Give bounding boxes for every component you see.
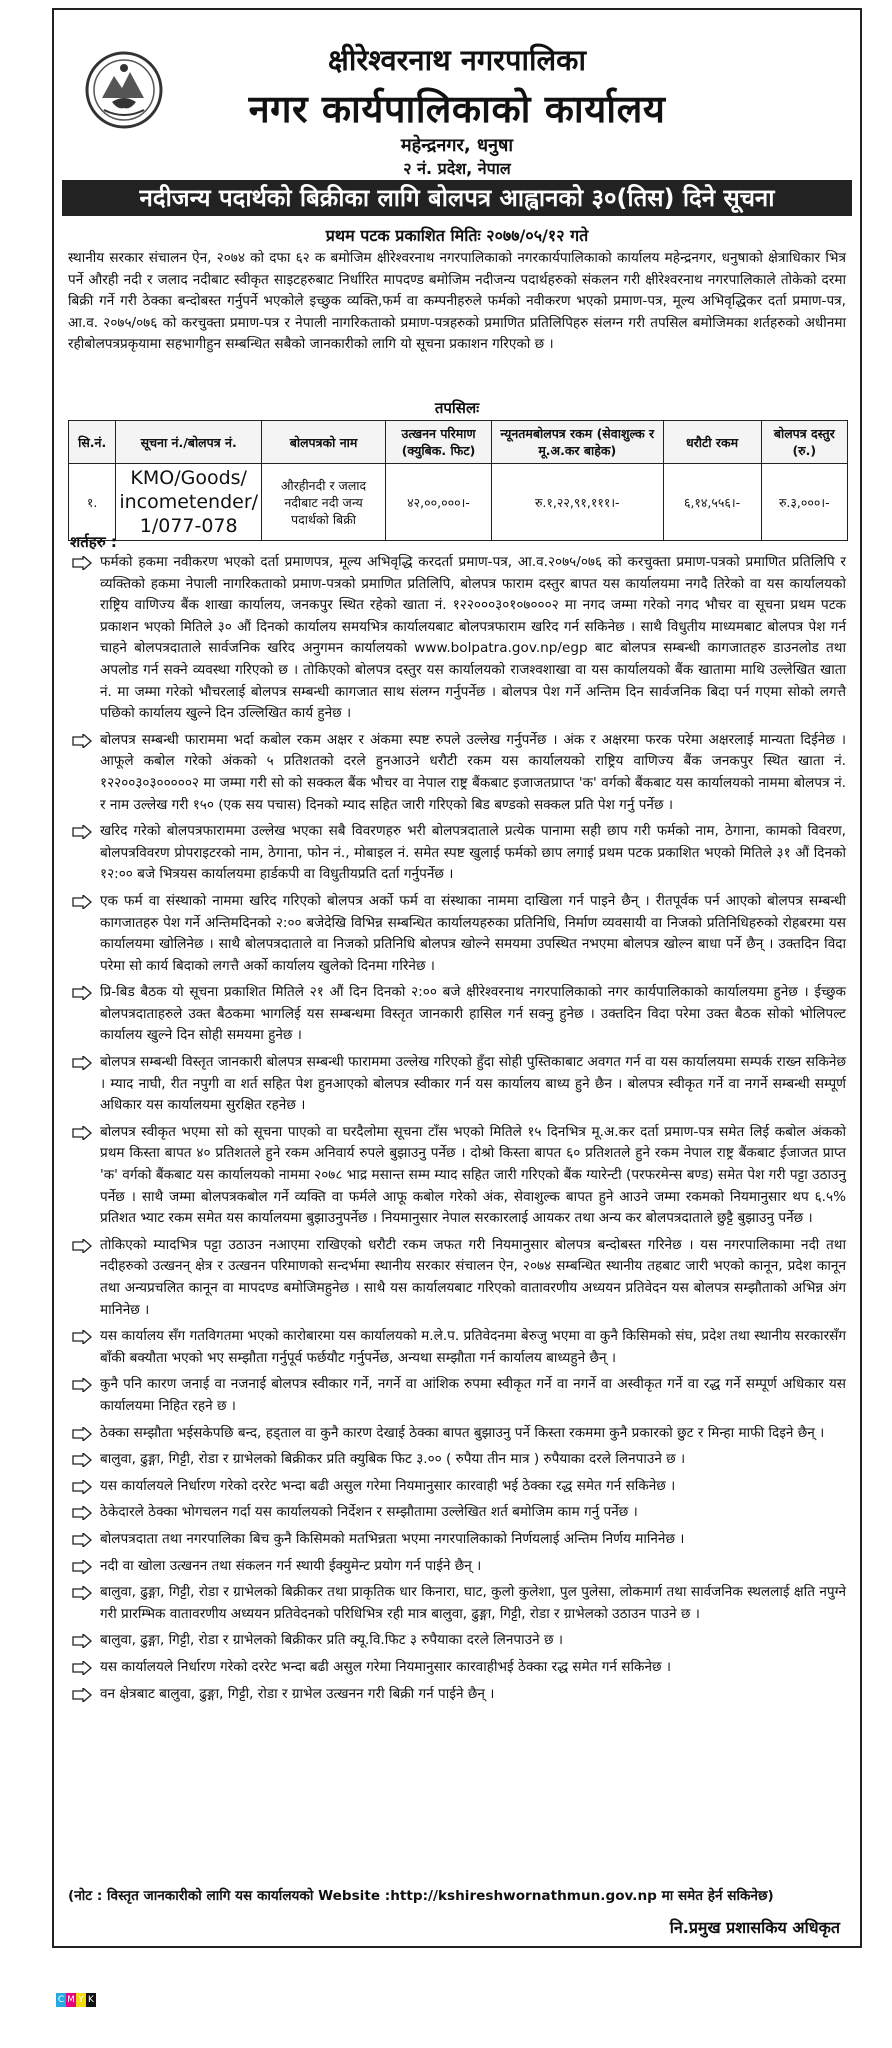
condition-text: बोलपत्र स्वीकृत भएमा सो को सूचना पाएको वा घरदैलोमा सूचना टाँस भएको मितिले १५ दिनभित्र मू.अ.कर दर्ता प्रमाण-पत्र समेत लिई कबोल अंकको प्रथम किस्ता बापत ४० प्रतिशतले हुने रकम अनिवार्य रुपले बुझाउनु पर्नेछ । दोश्रो किस्ता बापत ६० प्रतिशतले हुने रकम नेपाल राष्ट्र बैंकबाट ईजाजत प्राप्त 'क' वर्गको बैंकबाट यस कार्यालयको नाममा २०७८ भाद्र मसान्त सम्म म्याद सहित जारी गरिएको बैंक ग्यारेन्टी (परफरमेन्स बण्ड) समेत पेश गरी पट्टा उठाउनु पर्नेछ । साथै जम्मा बोलपत्रकबोल गर्ने व्यक्ति वा फर्मले आफू कबोल गरेको अंक, सेवाशुल्क बापत हुने आउने जम्मा रकमको नियमानुसार थप ६.५% प्रतिशत भ्याट रकम समेत यस कार्यालयमा बुझाउनुपर्नेछ । नियमानुसार नेपाल सरकारलाई आयकर तथा अन्य कर बोलपत्रदाताले छुट्टै बुझाउनु पर्नेछ । bbox=[100, 1123, 846, 1227]
yellow-mark: Y bbox=[76, 1993, 86, 2007]
header-cell: धरौटी रकम bbox=[663, 421, 761, 464]
condition-text: फर्मको हकमा नवीकरण भएको दर्ता प्रमाणपत्र, मूल्य अभिवृद्धि करदर्ता प्रमाण-पत्र, आ.व.२०७५/०७६ को करचुक्ता प्रमाण-पत्रको प्रमाणित प्रतिलिपि र व्यक्तिको हकमा नेपाली नागरिकताको प्रमाण-पत्रको प्रमाणित प्रतिलिपि, बोलपत्र फाराम दस्तुर बापत यस कार्यालयमा नगदै तिरेको वा यस कार्यालयको राष्ट्रिय वाणिज्य बैंक शाखा कार्यालय, जनकपुर स्थित रहेको खाता नं. १२२०००३०१०७०००२ मा नगद जम्मा गरेको नगद भौचर वा सूचना प्रथम पटक प्रकाशन भएको मितिले ३० औं दिनको कार्यालय समयभित्र कार्यालयबाट बोलपत्रफाराम खरिद गर्न सकिनेछ । साथै विधुतीय माध्यमबाट बोलपत्र पेश गर्न चाहने बोलपत्रदाताले सार्वजनिक खरिद अनुगमन कार्यालयको www.bolpatra.gov.np/egp बाट बोलपत्र सम्बन्धी कागजातहरु डाउनलोड तथा अपलोड गर्न सक्ने व्यवस्था गरिएको छ । तोकिएको बोलपत्र दस्तुर यस कार्यालयको राजश्वशाखा वा यस कार्यालयको बैंक खातामा माथि उल्लेखित खाता नं. मा जम्मा गरेको भौचरलाई बोलपत्र सम्बन्धी कागजात साथ संलग्न गर्नुपर्नेछ । बोलपत्र पेश गर्ने अन्तिम दिन सार्वजनिक बिदा पर्न गएमा सोको लगत्तै पछिको कार्यालय खुल्ने दिन उल्लिखित कार्य हुनेछ । bbox=[100, 554, 846, 722]
condition-text: बालुवा, ढुङ्गा, गिट्टी, रोडा र ग्राभेलको बिक्रीकर तथा प्राकृतिक धार किनारा, घाट, कुलो कुलेशा, पुल पुलेसा, लोकमार्ग तथा सार्वजनिक स्थललाई क्षति नपुग्ने गरी प्रारम्भिक वातावरणीय अध्ययन प्रतिवेदनको परिधिभित्र रही मात्र बालुवा, ढुङ्गा, गिट्टी, रोडा र ग्राभेलको उठाउन पाउने छ । bbox=[100, 1584, 846, 1622]
conditions-list bbox=[68, 552, 846, 1710]
arrow-bullet-icon bbox=[72, 1506, 92, 1520]
list-item bbox=[68, 1657, 846, 1679]
notice-header bbox=[54, 10, 860, 178]
list-item bbox=[68, 1529, 846, 1551]
arrow-bullet-icon bbox=[72, 825, 92, 839]
intro-paragraph: स्थानीय सरकार संचालन ऐन, २०७४ को दफा ६२ क बमोजिम क्षीरेश्वरनाथ नगरपालिकाको नगरकार्यपालिकाको कार्यालय महेन्द्रनगर, धनुषाको क्षेत्राधिकार भित्र पर्ने औरही नदी र जलाद नदीबाट स्वीकृत साइटहरुबाट निर्धारित मापदण्ड बमोजिम नदीजन्य पदार्थहरुको संकलन गरी क्षीरेश्वरनाथ नगरपालिकाले तोकेको दरमा बिक्री गर्ने गरी ठेक्का बन्दोबस्त गर्नुपर्ने भएकोले इच्छुक व्यक्ति,फर्म वा कम्पनीहरुले फर्मको नवीकरण भएको प्रमाण-पत्र, मूल्य अभिवृद्धिकर दर्ता प्रमाण-पत्र, आ.व. २०७५/०७६ को करचुक्ता प्रमाण-पत्र र नेपाली नागरिकताको प्रमाण-पत्रहरुको प्रमाणित प्रतिलिपिहरु संलग्न गरी तपसिल बमोजिमका शर्तहरुको अधीनमा रहीबोलपत्रप्रकृयामा सहभागीहुन सम्बन्धित सबैको जानकारीको लागि यो सूचना प्रकाशन गरिएको छ । bbox=[68, 250, 846, 352]
arrow-bullet-icon bbox=[72, 1453, 92, 1467]
office-name: नगर कार्यपालिकाको कार्यालय bbox=[248, 87, 666, 131]
office-location: महेन्द्रनगर, धनुषा bbox=[400, 135, 514, 156]
condition-text: नदी वा खोला उत्खनन तथा संकलन गर्न स्थायी ईक्युमेन्ट प्रयोग गर्न पाईने छैन् । bbox=[100, 1557, 482, 1574]
arrow-bullet-icon bbox=[72, 1056, 92, 1070]
arrow-bullet-icon bbox=[72, 1126, 92, 1140]
magenta-mark: M bbox=[67, 1995, 75, 2005]
condition-text: यस कार्यालयले निर्धारण गरेको दररेट भन्दा बढी असुल गरेमा नियमानुसार कारवाही भई ठेक्का रद्ध समेत गर्न सकिनेछ । bbox=[100, 1477, 676, 1494]
list-item bbox=[68, 1449, 846, 1471]
notice-title: नदीजन्य पदार्थको बिक्रीका लागि बोलपत्र आह्वानको ३०(तिस) दिने सूचना bbox=[62, 180, 852, 216]
condition-text: यस कार्यालयले निर्धारण गरेको दररेट भन्दा बढी असुल गरेमा नियमानुसार कारवाहीभई ठेक्का रद्ध समेत गर्न सकिनेछ । bbox=[100, 1658, 671, 1675]
list-item bbox=[68, 1582, 846, 1625]
condition-text: तोकिएको म्यादभित्र पट्टा उठाउन नआएमा राखिएको धरौटी रकम जफत गरी नियमानुसार बोलपत्र बन्दोबस्त गरिनेछ । यस नगरपालिकामा नदी तथा नदीहरुको उत्खनन् क्षेत्र र उत्खनन परिमाणको सन्दर्भमा स्थानीय सरकार संचालन ऐन, २०७४ सम्बन्धित स्थानीय तहबाट जारी भएको कानून, प्रदेश कानून तथा अन्यप्रचलित कानून वा मापदण्ड बमोजिमहुनेछ । साथै यस कार्यालयबाट गरिएको वातावरणीय अध्ययन प्रतिवेदन यस बोलपत्र सम्झौताको अभिन्न अंग मानिनेछ । bbox=[100, 1236, 846, 1318]
condition-text: बोलपत्र सम्बन्धी फाराममा भर्दा कबोल रकम अक्षर र अंकमा स्पष्ट रुपले उल्लेख गर्नुपर्नेछ । अंक र अक्षरमा फरक परेमा अक्षरलाई मान्यता दिईनेछ । आफूले कबोल गरेको अंकको ५ प्रतिशतको दरले हुनआउने धरौटी रकम यस कार्यालयको राष्ट्रिय वाणिज्य बैंक जनकपुर स्थित खाता नं. १२२००३०३०००००२ मा जम्मा गरी सो को सक्कल बैंक भौचर वा नेपाल राष्ट्र बैंकबाट इजाजतप्राप्त 'क' वर्गको बैंकबाट यस कार्यालयको नाममा बोलपत्र नं. र नाम उल्लेख गरी १५० (एक सय पचास) दिनको म्याद सहित जारी गरिएको बिड बण्डको सक्कल प्रति पेश गर्नु पर्नेछ । bbox=[100, 731, 846, 813]
arrow-bullet-icon bbox=[72, 895, 92, 909]
list-item bbox=[68, 1476, 846, 1498]
condition-text: यस कार्यालय सँग गतविगतमा भएको कारोबारमा यस कार्यालयको म.ले.प. प्रतिवेदनमा बेरुजु भएमा वा कुनै किसिमको संघ, प्रदेश तथा स्थानीय सरकारसँग बाँकी बक्यौता भएको भए सम्झौता गर्नुपूर्व फर्छयौट गर्नुपर्नेछ, अन्यथा सम्झौता गर्न कार्यालय बाध्यहुने छैन् । bbox=[100, 1328, 846, 1366]
list-item bbox=[68, 891, 846, 977]
cell-min-amount: रु.१,२२,९१,१११।- bbox=[492, 464, 664, 541]
condition-text: कुनै पनि कारण जनाई वा नजनाई बोलपत्र स्वीकार गर्ने, नगर्ने वा आंशिक रुपमा स्वीकृत गर्ने वा नगर्ने वा अस्वीकृत गर्ने वा रद्ध गर्ने सम्पूर्ण अधिकार यस कार्यालयमा निहित रहने छ । bbox=[100, 1376, 846, 1414]
list-item bbox=[68, 1556, 846, 1578]
list-item bbox=[68, 1374, 846, 1417]
header-cell: बोलपत्रको नाम bbox=[262, 421, 386, 464]
condition-text: ठेकेदारले ठेक्का भोगचलन गर्दा यस कार्यालयको निर्देशन र सम्झौतामा उल्लेखित शर्त बमोजिम काम गर्नु पर्नेछ । bbox=[100, 1504, 638, 1521]
arrow-bullet-icon bbox=[72, 1427, 92, 1441]
arrow-bullet-icon bbox=[72, 1330, 92, 1344]
list-item bbox=[68, 1235, 846, 1321]
list-item bbox=[68, 730, 846, 816]
list-item bbox=[68, 821, 846, 886]
header-cell: न्यूनतमबोलपत्र रकम (सेवाशुल्क र मू.अ.कर बाहेक) bbox=[492, 421, 664, 464]
list-item bbox=[68, 552, 846, 725]
condition-text: बोलपत्र सम्बन्धी विस्तृत जानकारी बोलपत्र सम्बन्धी फाराममा उल्लेख गरिएको हुँदा सोही पुस्तिकाबाट अवगत गर्न वा यस कार्यालयमा सम्पर्क राख्न सकिनेछ । म्याद नाघी, रीत नपुगी वा शर्त सहित पेश हुनआएको बोलपत्र स्वीकार गर्न यस कार्यालय बाध्य हुने छैन । बोलपत्र स्वीकृत गर्ने वा नगर्ने सम्बन्धी सम्पूर्ण अधिकार यस कार्यालयमा सुरक्षित रहनेछ । bbox=[100, 1054, 846, 1114]
cell-quantity: ४२,००,०००।- bbox=[386, 464, 492, 541]
cell-serial: १. bbox=[69, 464, 116, 541]
cell-tender-name: औरहीनदी र जलाद नदीबाट नदी जन्य पदार्थको बिक्री bbox=[262, 464, 386, 541]
condition-text: एक फर्म वा संस्थाको नाममा खरिद गरिएको बोलपत्र अर्को फर्म वा संस्थाका नाममा दाखिला गर्न पाइने छैन् । रीतपूर्वक पर्न आएको बोलपत्र सम्बन्धी कागजातहरु पेश गर्ने अन्तिमदिनको २:०० बजेदेखि विभिन्न सम्बन्धित कार्यालयहरुका प्रतिनिधि, निर्माण व्यवसायी वा निजको प्रतिनिधिहरुको रोहबरमा यस कार्यालयमा खोलिनेछ । साथै बोलपत्रदाताले वा निजको प्रतिनिधि बोलपत्र खोल्ने समयमा उपस्थित नभएमा बोलपत्र खोल्न बाधा पर्ने छैन् । उक्तदिन विदा परेमा सो कार्य बिदाको लगत्तै अर्को कार्यालय खुलेको दिनमा गरिनेछ । bbox=[100, 892, 846, 974]
header-cell: बोलपत्र दस्तुर (रु.) bbox=[761, 421, 847, 464]
cell-deposit: ६,१४,५५६।- bbox=[663, 464, 761, 541]
conditions-title: शर्तहरु : bbox=[70, 533, 117, 551]
condition-text: खरिद गरेको बोलपत्रफाराममा उल्लेख भएका सबै विवरणहरु भरी बोलपत्रदाताले प्रत्येक पानामा सही छाप गरी फर्मको नाम, ठेगाना, कामको विवरण, बोलपत्रविवरण प्रोपराइटरको नाम, ठेगाना, फोन नं., मोबाइल नं. समेत स्पष्ट खुलाई फर्मको छाप लगाई प्रथम पटक प्रकाशित भएको मितिले ३१ औं दिनको १२:०० बजे भित्रयस कार्यालयमा हार्डकपी वा विधुतीयप्रति दर्ता गर्नुपर्नेछ । bbox=[100, 823, 846, 883]
arrow-bullet-icon bbox=[72, 1560, 92, 1574]
header-cell: उत्खनन परिमाण (क्युबिक. फिट) bbox=[386, 421, 492, 464]
arrow-bullet-icon bbox=[72, 1480, 92, 1494]
arrow-bullet-icon bbox=[72, 1378, 92, 1392]
cyan-mark: C bbox=[57, 1995, 65, 2005]
province-name: २ नं. प्रदेश, नेपाल bbox=[403, 159, 511, 178]
header-cell: सि.नं. bbox=[69, 421, 116, 464]
list-item bbox=[68, 1052, 846, 1117]
condition-text: बालुवा, ढुङ्गा, गिट्टी, रोडा र ग्राभेलको बिक्रीकर प्रति क्यू.वि.फिट ३ रुपैयाका दरले लिनपाउने छ । bbox=[100, 1632, 563, 1649]
list-item bbox=[68, 1630, 846, 1652]
table-header-row bbox=[69, 421, 848, 464]
arrow-bullet-icon bbox=[72, 1661, 92, 1675]
tender-table bbox=[68, 420, 848, 541]
arrow-bullet-icon bbox=[72, 1586, 92, 1600]
condition-text: बालुवा, ढुङ्गा, गिट्टी, रोडा र ग्राभेलको बिक्रीकर प्रति क्युबिक फिट ३.०० ( रुपैया तीन मात्र ) रुपैयाका दरले लिनपाउने छ । bbox=[100, 1451, 686, 1468]
condition-text: ठेक्का सम्झौता भईसकेपछि बन्द, हड्ताल वा कुनै कारण देखाई ठेक्का बापत बुझाउनु पर्ने किस्ता रकममा कुनै प्रकारको छुट र मिन्हा माफी दिइने छैन् । bbox=[100, 1424, 825, 1441]
cmyk-print-marks bbox=[56, 1993, 96, 2007]
table-row bbox=[69, 464, 848, 541]
notice-page bbox=[52, 8, 862, 1948]
cell-tender-code: KMO/Goods/ incometender/ 1/077-078 bbox=[116, 464, 262, 541]
website-note: (नोट : विस्तृत जानकारीको लागि यस कार्यालयको Website :http://kshireshwornathmun.gov.np मा समेत हेर्न सकिनेछ) bbox=[68, 1888, 774, 1904]
list-item bbox=[68, 1326, 846, 1369]
condition-text: वन क्षेत्रबाट बालुवा, ढुङ्गा, गिट्टी, रोडा र ग्राभेल उत्खनन गरी बिक्री गर्न पाईने छैन् । bbox=[100, 1685, 495, 1702]
list-item bbox=[68, 1423, 846, 1445]
details-label: तपसिलः bbox=[434, 399, 480, 417]
municipality-name: क्षीरेश्वरनाथ नगरपालिका bbox=[328, 43, 586, 77]
cell-fee: रु.३,०००।- bbox=[761, 464, 847, 541]
arrow-bullet-icon bbox=[72, 734, 92, 748]
list-item bbox=[68, 1684, 846, 1706]
condition-text: प्रि-बिड बैठक यो सूचना प्रकाशित मितिले २१ औं दिन दिनको २:०० बजे क्षीरेश्वरनाथ नगरपालिकाको नगर कार्यपालिकाको कार्यालयमा हुनेछ । ईच्छुक बोलपत्रदाताहरुले उक्त बैठकमा भागलिई यस सम्बन्धमा विस्तृत जानकारी हासिल गर्न सक्नु हुनेछ । उक्तदिन विदा परेमा उक्त बैठक सोको भोलिपल्ट कार्यालय खुल्ने दिन सोही समयमा हुनेछ । bbox=[100, 984, 846, 1044]
header-cell: सूचना नं./बोलपत्र नं. bbox=[116, 421, 262, 464]
publish-date: प्रथम पटक प्रकाशित मितिः २०७७/०५/१२ गते bbox=[325, 226, 589, 245]
arrow-bullet-icon bbox=[72, 1634, 92, 1648]
list-item bbox=[68, 1122, 846, 1230]
list-item bbox=[68, 982, 846, 1047]
arrow-bullet-icon bbox=[72, 1688, 92, 1702]
arrow-bullet-icon bbox=[72, 556, 92, 570]
arrow-bullet-icon bbox=[72, 986, 92, 1000]
arrow-bullet-icon bbox=[72, 1533, 92, 1547]
signatory-title: नि.प्रमुख प्रशासकिय अधिकृत bbox=[669, 1918, 840, 1937]
arrow-bullet-icon bbox=[72, 1239, 92, 1253]
black-mark: K bbox=[86, 1993, 96, 2007]
condition-text: बोलपत्रदाता तथा नगरपालिका बिच कुनै किसिमको मतभिन्नता भएमा नगरपालिकाको निर्णयलाई अन्तिम निर्णय मानिनेछ । bbox=[100, 1530, 685, 1547]
list-item bbox=[68, 1502, 846, 1524]
